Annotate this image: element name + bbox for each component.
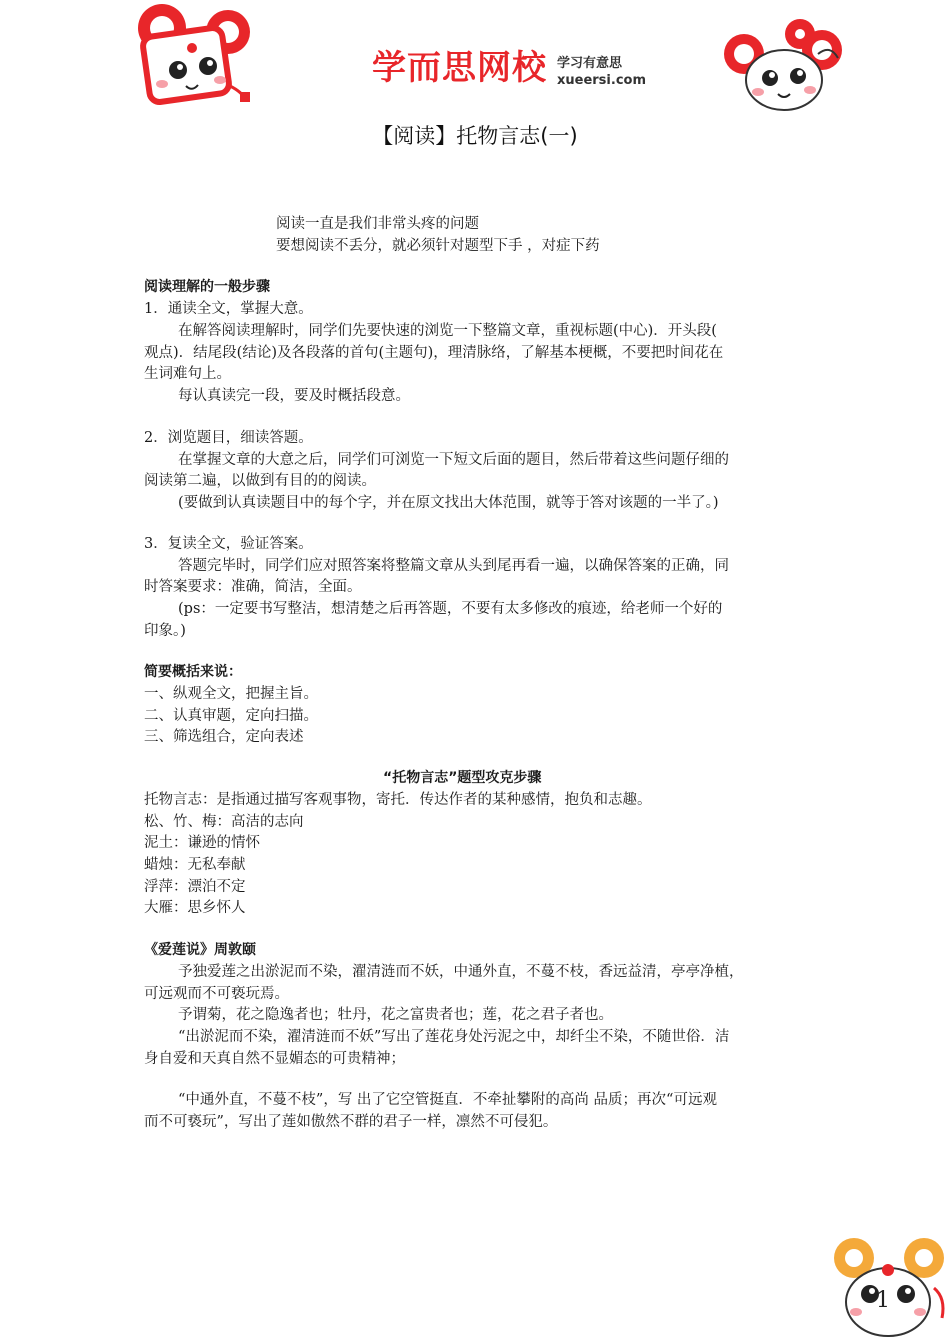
paragraph-line: 生词难句上。 bbox=[144, 366, 231, 382]
paragraph-line: (ps：一定要书写整洁，想清楚之后再答题，不要有太多修改的痕迹，给老师一个好的 bbox=[178, 601, 723, 617]
paragraph-line: 托物言志：是指通过描写客观事物，寄托．传达作者的某种感情，抱负和志趣。 bbox=[144, 792, 652, 808]
paragraph-line: 在掌握文章的大意之后，同学们可浏览一下短文后面的题目，然后带着这些问题仔细的 bbox=[178, 452, 729, 468]
mascot-bottom-icon bbox=[830, 1228, 948, 1342]
paragraph-line: 答题完毕时，同学们应对照答案将整篇文章从头到尾再看一遍，以确保答案的正确，同 bbox=[178, 558, 729, 574]
paragraph-line: 印象。) bbox=[144, 623, 186, 639]
paragraph-line: 观点)．结尾段(结论)及各段落的首句(主题句)，理清脉络，了解基本梗概，不要把时间花在 bbox=[144, 345, 724, 361]
paragraph-line: 阅读第二遍，以做到有目的的阅读。 bbox=[144, 473, 376, 489]
logo-text: 学而思网校 bbox=[372, 48, 547, 88]
step-heading: 1．通读全文，掌握大意。 bbox=[144, 301, 313, 317]
list-item: 大雁：思乡怀人 bbox=[144, 900, 246, 916]
list-item: 二、认真审题，定向扫描。 bbox=[144, 708, 318, 724]
mascot-right-icon bbox=[718, 14, 848, 114]
step-heading: 3．复读全文，验证答案。 bbox=[144, 536, 313, 552]
list-item: 一、纵观全文，把握主旨。 bbox=[144, 686, 318, 702]
list-item: 泥土：谦逊的情怀 bbox=[144, 835, 260, 851]
list-item: 三、筛选组合，定向表述 bbox=[144, 729, 304, 745]
paragraph-line: 在解答阅读理解时，同学们先要快速的浏览一下整篇文章，重视标题(中心)．开头段( bbox=[178, 323, 717, 339]
list-item: 蜡烛：无私奉献 bbox=[144, 857, 246, 873]
paragraph-line: “中通外直，不蔓不枝”，写 出了它空管挺直．不牵扯攀附的高尚 品质；再次“可远观 bbox=[178, 1092, 717, 1108]
step-heading: 2．浏览题目，细读答题。 bbox=[144, 430, 313, 446]
paragraph-line: (要做到认真读题目中的每个字，并在原文找出大体范围，就等于答对该题的一半了。) bbox=[178, 495, 719, 511]
logo-slogan: 学习有意思 bbox=[557, 56, 623, 71]
page-number: 1 bbox=[876, 1288, 890, 1313]
paragraph-line: 予独爱莲之出淤泥而不染，濯清涟而不妖，中通外直，不蔓不枝，香远益清，亭亭净植， bbox=[178, 964, 744, 980]
intro-line: 阅读一直是我们非常头疼的问题 bbox=[276, 216, 479, 232]
section-heading: “托物言志”题型攻克步骤 bbox=[383, 770, 542, 786]
paragraph-line: “出淤泥而不染，濯清涟而不妖”写出了莲花身处污泥之中，却纤尘不染，不随世俗．洁 bbox=[178, 1029, 730, 1045]
page-title: 【阅读】托物言志(一) bbox=[372, 124, 578, 148]
list-item: 松、竹、梅：高洁的志向 bbox=[144, 814, 304, 830]
paragraph-line: 身自爱和天真自然不显媚态的可贵精神； bbox=[144, 1051, 405, 1067]
paragraph-line: 每认真读完一段，要及时概括段意。 bbox=[178, 388, 410, 404]
intro-line: 要想阅读不丢分，就必须针对题型下手 ，对症下药 bbox=[276, 238, 600, 254]
mascot-left-icon bbox=[132, 2, 257, 107]
paragraph-line: 可远观而不可亵玩焉。 bbox=[144, 986, 289, 1002]
section-heading: 阅读理解的一般步骤 bbox=[144, 279, 270, 295]
section-heading: 《爱莲说》周敦颐 bbox=[144, 942, 256, 958]
paragraph-line: 时答案要求：准确，简洁，全面。 bbox=[144, 579, 362, 595]
paragraph-line: 而不可亵玩”，写出了莲如傲然不群的君子一样，凛然不可侵犯。 bbox=[144, 1114, 558, 1130]
paragraph-line: 予谓菊，花之隐逸者也；牡丹，花之富贵者也；莲，花之君子者也。 bbox=[178, 1007, 613, 1023]
section-heading: 简要概括来说： bbox=[144, 664, 242, 680]
list-item: 浮萍：漂泊不定 bbox=[144, 879, 246, 895]
logo-url: xueersi.com bbox=[557, 73, 647, 88]
